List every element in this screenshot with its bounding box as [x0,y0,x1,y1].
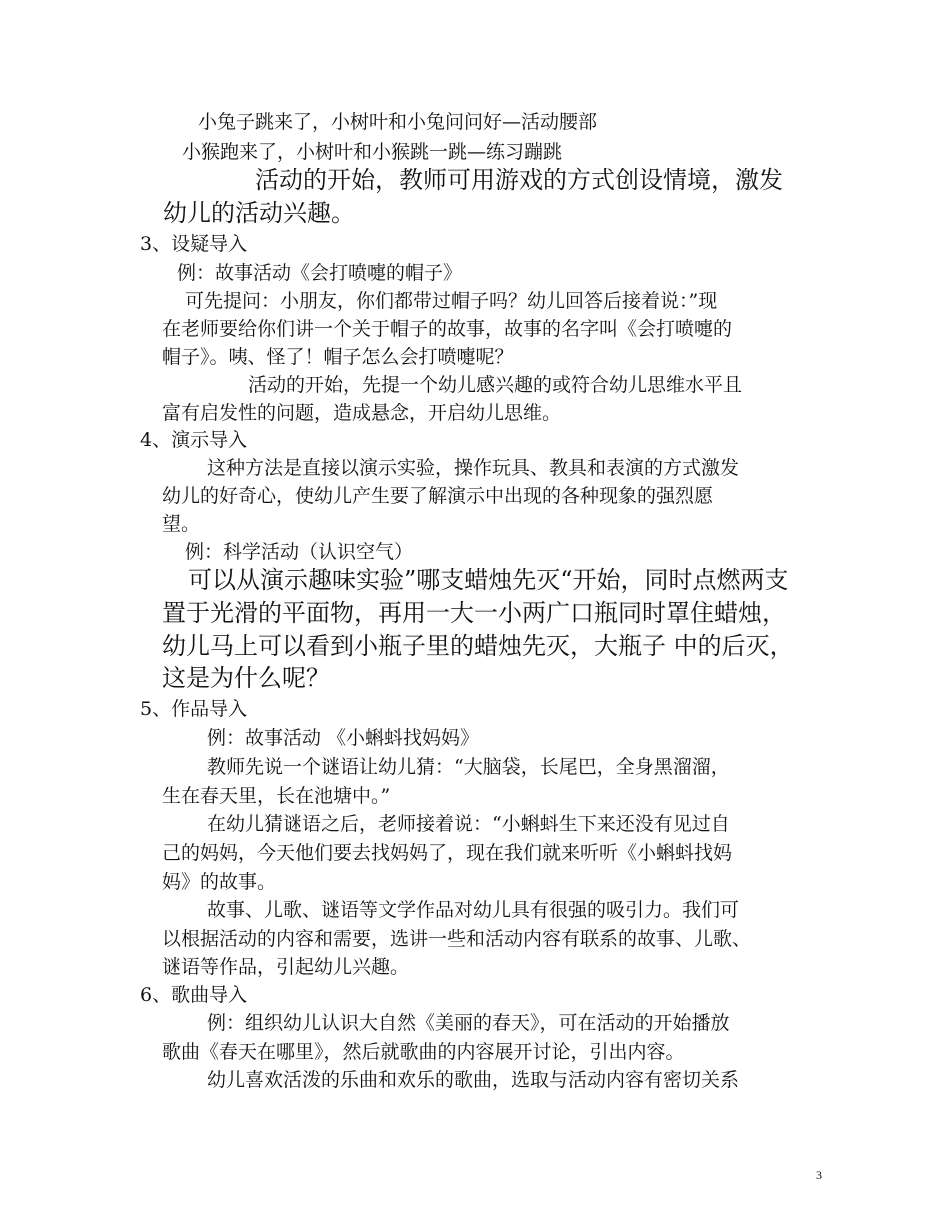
text-line: 生在春天里，长在池塘中。” [162,785,391,807]
text-line: 歌曲《春天在哪里》，然后就歌曲的内容展开讨论，引出内容。 [162,1041,685,1063]
text-line: 望。 [162,513,201,535]
text-line: 例：组织幼儿认识大自然《美丽的春天》，可在活动的开始播放 [207,1012,730,1034]
text-line: 例：故事活动《会打喷嚏的帽子》 [177,262,463,284]
text-line: 可先提问：小朋友，你们都带过帽子吗？幼儿回答后接着说：”现 [185,290,718,312]
text-line: 幼儿喜欢活泼的乐曲和欢乐的歌曲，选取与活动内容有密切关系 [207,1069,740,1091]
text-line: 富有启发性的问题，造成悬念，开启幼儿思维。 [162,402,562,424]
text-line: 妈》的故事。 [162,871,277,893]
text-line: 以根据活动的内容和需要，选讲一些和活动内容有联系的故事、儿歌、 [162,928,752,950]
text-line: 幼儿的好奇心，使幼儿产生要了解演示中出现的各种现象的强烈愿 [162,485,714,507]
section-heading: 5、作品导入 [140,698,248,720]
text-line: 小猴跑来了，小树叶和小猴跳一跳—练习蹦跳 [182,141,563,163]
page-number: 3 [816,1168,822,1182]
text-line: 幼儿马上可以看到小瓶子里的蜡烛先灭，大瓶子 中的后灭， [162,632,794,660]
text-line: 在老师要给你们讲一个关于帽子的故事，故事的名字叫《会打喷嚏的 [162,318,733,340]
text-line: 置于光滑的平面物，再用一大一小两广口瓶同时罩住蜡烛， [162,599,786,627]
text-line: 小兔子跳来了，小树叶和小兔问问好—活动腰部 [198,111,598,133]
section-heading: 3、设疑导入 [140,233,248,255]
text-line: 己的妈妈，今天他们要去找妈妈了，现在我们就来听听《小蝌蚪找妈 [162,842,733,864]
text-line: 这种方法是直接以演示实验，操作玩具、教具和表演的方式激发 [207,457,740,479]
text-line: 谜语等作品，引起幼儿兴趣。 [162,956,410,978]
text-line: 教师先说一个谜语让幼儿猜：“大脑袋，长尾巴，全身黑溜溜， [207,756,730,778]
section-heading: 4、演示导入 [140,429,248,451]
text-line: 活动的开始，教师可用游戏的方式创设情境，激发 [255,166,783,194]
text-line: 在幼儿猜谜语之后，老师接着说：“小蝌蚪生下来还没有见过自 [207,813,730,835]
text-line: 这是为什么呢？ [162,664,330,692]
text-line: 可以从演示趣味实验”哪支蜡烛先灭“开始，同时点燃两支 [188,566,789,594]
text-line: 例：故事活动 《小蝌蚪找妈妈》 [207,727,480,749]
text-line: 帽子》。咦、怪了！帽子怎么会打喷嚏呢？ [162,346,514,368]
text-line: 活动的开始，先提一个幼儿感兴趣的或符合幼儿思维水平且 [248,374,743,396]
text-line: 例：科学活动（认识空气） [185,541,414,563]
text-line: 幼儿的活动兴趣。 [163,199,355,227]
text-line: 故事、儿歌、谜语等文学作品对幼儿具有很强的吸引力。我们可 [207,899,740,921]
section-heading: 6、歌曲导入 [140,984,248,1006]
